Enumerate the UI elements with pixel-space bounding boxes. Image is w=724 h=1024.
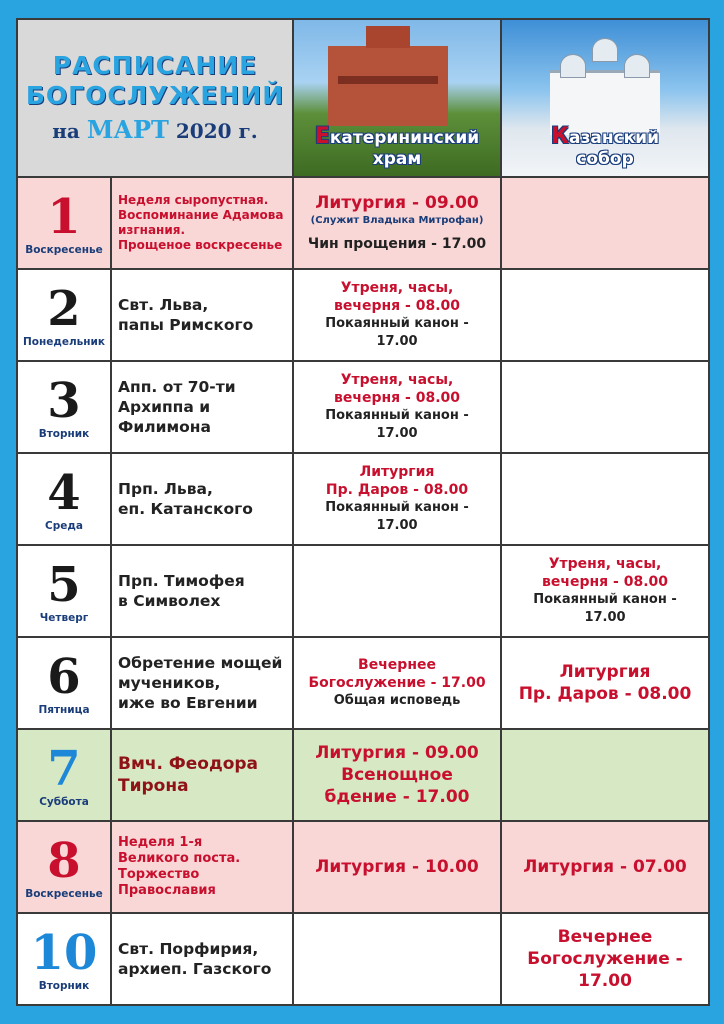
saint-line: Тирона [118,776,189,796]
day-cell [17,729,111,821]
service-line: вечерня - 08.00 [334,298,461,314]
weekday: Понедельник [22,336,106,348]
saint-line: Православия [118,883,216,898]
day-number: 1 [47,189,81,245]
weekday: Вторник [38,980,90,992]
saint-line: иже во Евгении [118,694,258,712]
weekday: Воскресенье [25,244,103,256]
day-cell [17,913,111,1005]
service-line: Утреня, часы, [548,556,662,572]
service-line: Покаянный канон - [325,500,469,515]
saint-cell [111,821,293,913]
service-line: вечерня - 08.00 [334,390,461,406]
service-line: Пр. Даров - 08.00 [325,482,469,498]
service-line: 17.00 [578,971,632,991]
weekday: Воскресенье [25,888,103,900]
day-cell [17,269,111,361]
saint-line: еп. Катанского [118,500,253,518]
service-line: Чин прощения - 17.00 [307,236,487,252]
day-cell [17,637,111,729]
day-row [17,177,709,269]
church2-service-cell [501,913,709,1005]
day-row [17,545,709,637]
saint-line: Филимона [118,418,211,436]
church2-dome [592,38,618,62]
service-line: Литургия - 09.00 [315,743,479,763]
day-cell [17,361,111,453]
day-row [17,913,709,1005]
weekday: Четверг [39,612,89,624]
saint-line: изгнания. [118,223,186,237]
saint-line: в Символех [118,592,221,610]
title-cell [17,19,293,177]
service-line: Литургия [559,662,651,682]
church1-service-cell [293,729,501,821]
day-row [17,729,709,821]
service-line: Утреня, часы, [340,280,454,296]
saint-line: Свт. Льва, [118,296,209,314]
saint-cell [111,913,293,1005]
saint-cell [111,545,293,637]
church2-dome [624,54,650,78]
service-line: Утреня, часы, [340,372,454,388]
saint-line: папы Римского [118,316,254,334]
church2-service-cell [501,269,709,361]
day-number: 6 [47,649,81,705]
service-line: Литургия - 09.00 [315,193,479,213]
saint-line: Вмч. Феодора [118,754,259,774]
service-line: Пр. Даров - 08.00 [518,684,692,704]
title-prefix: на [52,118,80,143]
day-row [17,453,709,545]
saint-line: Прп. Льва, [118,480,213,498]
church1-initial: Е [314,124,330,149]
saint-line: Неделя 1-я [118,835,203,850]
service-line: Покаянный канон - [325,408,469,423]
day-number: 5 [47,557,81,613]
day-cell [17,177,111,269]
service-line: бдение - 17.00 [324,787,470,807]
saint-line: Прощеное воскресенье [118,238,283,252]
weekday: Вторник [38,428,90,440]
saint-line: мучеников, [118,674,221,692]
service-line: 17.00 [584,610,626,625]
title-month-line [18,115,292,146]
service-line: Богослужение - 17.00 [308,675,486,691]
saint-line: архиеп. Газского [118,960,272,978]
title-year: 2020 г. [175,118,258,143]
church1-building [328,46,448,126]
saint-line: Великого поста. [118,851,241,866]
church2-service-cell [501,729,709,821]
weekday: Пятница [38,704,90,716]
saint-line: Апп. от 70-ти [118,378,236,396]
saint-line: Воспоминание Адамова [118,208,284,222]
saint-cell [111,361,293,453]
service-line: Покаянный канон - [533,592,677,607]
title-month: МАРТ [86,114,169,144]
saint-cell [111,729,293,821]
church2-service-cell [501,637,709,729]
church2-initial: К [551,124,569,149]
church1-service-cell [293,453,501,545]
saint-line: Обретение мощей [118,654,283,672]
church1-service-cell [293,177,501,269]
service-line: Литургия - 10.00 [315,857,479,877]
saint-line: Неделя сыропустная. [118,193,269,207]
church2-service-cell [501,545,709,637]
service-line: Литургия - 07.00 [523,857,687,877]
church1-name-line2: храм [372,149,422,169]
saint-cell [111,177,293,269]
church2-photo [501,19,709,177]
service-line: вечерня - 08.00 [542,574,669,590]
service-line: 17.00 [376,426,418,441]
church2-dome [560,54,586,78]
church2-caption [502,126,708,170]
saint-cell [111,269,293,361]
schedule-table [16,18,710,1006]
saint-line: Свт. Порфирия, [118,940,259,958]
church1-service-cell [293,913,501,1005]
day-number: 2 [47,281,81,337]
saint-line: Архиппа и [118,398,211,416]
saint-line: Торжество [118,867,200,882]
service-line: Богослужение - [527,949,683,969]
day-row [17,821,709,913]
service-line: 17.00 [376,334,418,349]
day-number: 10 [30,925,98,981]
church1-caption [294,126,500,170]
day-number: 3 [47,373,81,429]
service-line: Вечернее [557,927,653,947]
header-row [17,19,709,177]
day-row [17,269,709,361]
church1-service-cell [293,637,501,729]
day-number: 4 [47,465,81,521]
service-line: Общая исповедь [333,693,461,708]
church1-service-cell [293,821,501,913]
day-row [17,637,709,729]
weekday: Суббота [39,796,89,808]
title-line1: РАСПИСАНИЕ [52,50,258,80]
service-line: Вечернее [358,657,436,673]
service-note: (Служит Владыка Митрофан) [310,215,484,226]
church2-service-cell [501,177,709,269]
title-line2: БОГОСЛУЖЕНИЙ [25,80,285,110]
weekday: Среда [45,520,83,532]
church2-service-cell [501,821,709,913]
schedule-sheet [16,18,708,1006]
church2-name: азанский [569,128,660,148]
saint-line: Прп. Тимофея [118,572,245,590]
church2-name-line2: собор [576,149,634,169]
service-line: Всенощное [341,765,453,785]
church1-service-cell [293,361,501,453]
day-cell [17,821,111,913]
church1-service-cell [293,269,501,361]
day-cell [17,453,111,545]
service-line: Покаянный канон - [325,316,469,331]
church1-name: катерининский [329,128,480,148]
saint-cell [111,453,293,545]
day-cell [17,545,111,637]
day-row [17,361,709,453]
church1-photo [293,19,501,177]
service-line: Литургия [359,464,435,480]
day-number: 7 [47,741,81,797]
church2-service-cell [501,361,709,453]
service-line: 17.00 [376,518,418,533]
church1-service-cell [293,545,501,637]
church2-service-cell [501,453,709,545]
saint-cell [111,637,293,729]
day-number: 8 [47,833,81,889]
